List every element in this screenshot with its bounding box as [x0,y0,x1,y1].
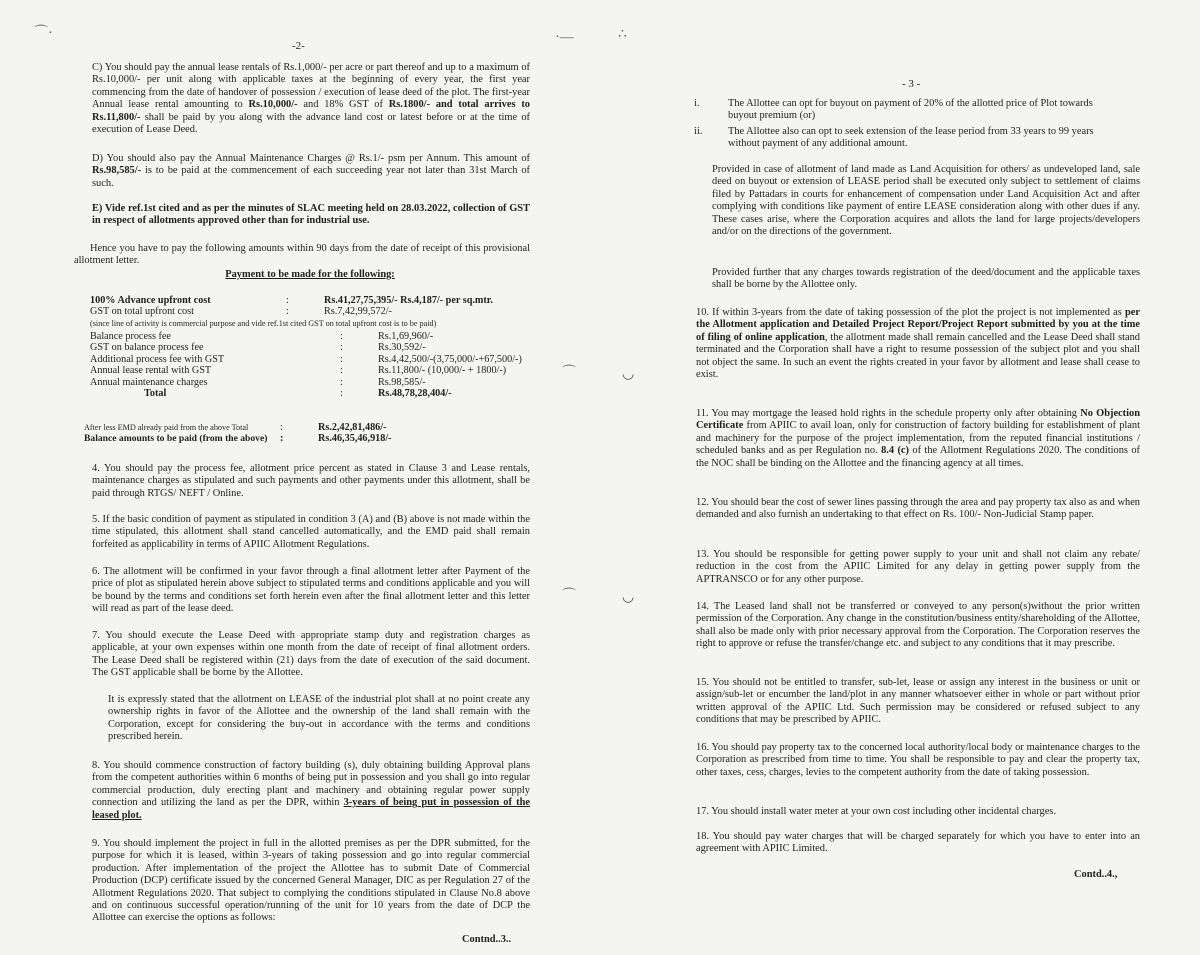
payment-row [90,388,530,399]
clause-14: 14. The Leased land shall not be transferred or conveyed to any person(s)without the prior written permission of the Corporation. Any change in the constitution/business entity/shareholding of the Allottee, shall also be made only with prior necessary approval from the Corporation. The Corporation reserves the right to approve or refuse the transfer/change etc. and subject to any conditions that it may prescribe. [696,601,1140,650]
payment-note: (since line of activity is commercial purpose and vide ref.1st cited GST on total upfront cost is to be paid) [90,319,437,328]
scan-mark: ⌒· [34,26,53,41]
payment-sep: : [340,353,343,365]
payment-sep: : [340,388,343,400]
payment-sep: : [340,376,343,388]
clause-17: 17. You should install water meter at your own cost including other incidental charges. [696,806,1056,817]
payment-row [90,342,530,353]
payment-label: GST on total upfront cost [90,306,194,318]
payment-label: Additional process fee with GST [90,353,225,365]
payment-label: 100% Advance upfront cost [90,295,211,306]
clause-4: 4. You should pay the process fee, allotment price percent as stated in Clause 3 and Lease rentals, maintenance charges as stipulated and such payments and other payments under this allotment, shall be paid through RTGS/ NEFT / Online. [92,463,530,499]
clause-5: 5. If the basic condition of payment as stipulated in condition 3 (A) and (B) above is not made within the time stipulated, this allotment shall stand cancelled automatically, and the EMD paid shall remain forfeited as applicability in terms of APIIC Allotment Regulations. [92,514,530,550]
continued-marker: Contd..4., [1074,869,1118,880]
payment-value: Rs.4,42,500/-(3,75,000/-+67,500/-) [378,353,522,365]
payment-value: Rs.1,69,960/- [378,331,434,342]
page-number: - 3 - [902,78,921,90]
clause-11: 11. You may mortgage the leased hold rights in the schedule property only after obtaining No Objection Certificate from APIIC to avail loan, only for construction of factory building for establishment of plant and machinery for the purpose of the project implementation, from the reputed financial institutions / scheduled banks and as per Regulation no. 8.4 (c) of the Allotment Regulations 2020. The conditions of the NOC shall be binding on the Allottee and the financing agency at all times. [696,408,1140,469]
page-number: -2- [292,40,305,52]
page-3 [600,0,1200,955]
clause-7: 7. You should execute the Lease Deed with appropriate stamp duty and registration charges as applicable, at your own expenses within one month from the date of receipt of final allotment orders. The Lease Deed shall be registered within (21) days from the date of execution of the said document. The GST applicable shall be borne by the Allottee. [92,630,530,679]
payment-sep: : [286,306,289,318]
payment-label: Total [144,388,167,400]
punch-hole-mark: ⌒ [562,589,576,604]
payment-table-continued [90,331,530,399]
payment-row [90,365,530,376]
balance-row: Balance amounts to be paid (from the above) : Rs.46,35,46,918/- [84,433,392,445]
continued-marker: Contnd..3.. [462,934,512,945]
clause-15: 15. You should not be entitled to transfer, sub-let, lease or assign any interest in the business or unit or assign/sub-let or encumber the land/plot in any manner whatsoever either in whole or part without prior written approval of the APIIC Ltd. Such permission may be considered or refused subject to any conditions that may be prescribed by APIIC. [696,677,1140,726]
payment-value: Rs.98,585/- [378,376,426,388]
clause-e: E) Vide ref.1st cited and as per the minutes of SLAC meeting held on 28.03.2022, collection of GST in respect of allotments approved other than for industrial use. [92,203,530,227]
payment-row [90,306,530,317]
option-ii-number: ii. [694,126,703,137]
clause-7-note: It is expressly stated that the allotment on LEASE of the industrial plot shall at no point create any ownership rights in favor of the Allottee and the ownership of the land shall remain with the Corporation, except for considering the buy-out in accordance with the terms and conditions prescribed herein. [108,694,530,743]
payment-value: Rs.30,592/- [378,342,426,354]
payment-row [90,331,530,342]
hence-paragraph: Hence you have to pay the following amounts within 90 days from the date of receipt of this provisional allotment letter. [74,243,530,267]
payment-label: Balance process fee [90,331,171,342]
payment-value: Rs.41,27,75,395/- Rs.4,187/- per sq.mtr. [324,295,493,306]
clause-10: 10. If within 3-years from the date of taking possession of the plot the project is not implemented as per the Allotment application and Detailed Project Report/Project Report submitted by you at the time of filing of online application, the allotment made shall remain cancelled and the Lease Deed shall stand terminated and the Corporation shall have a right to resume possession of the subject plot and you shall not object the same. In such an event the rights created in your favor by allotment and lease shall cease to exist. [696,307,1141,381]
payment-sep: : [340,331,343,342]
scan-mark: ·— [555,30,574,45]
payment-value: Rs.11,800/- (10,000/- + 1800/-) [378,365,507,377]
punch-hole-mark: ◡ [622,367,635,382]
payment-label: Annual lease rental with GST [90,365,212,377]
payment-sep: : [340,342,343,354]
emd-balance-table [84,422,530,445]
payment-row [90,295,530,306]
clause-d: D) You should also pay the Annual Maintenance Charges @ Rs.1/- psm per Annum. This amount of Rs.98,585/- is to be paid at the commencement of each succeeding year not later than 31st March of such. [92,153,530,189]
payment-table [90,295,530,318]
payment-value: Rs.48,78,28,404/- [378,388,452,400]
punch-hole-mark: ⌒ [562,366,576,381]
option-i-number: i. [694,98,700,109]
clause-13: 13. You should be responsible for getting power supply to your unit and shall not claim any rebate/ reduction in the cost from the APIIC Limited for any delay in getting power supply from the APTRANSCO or for any other purpose. [696,549,1140,585]
payment-row [90,354,530,365]
option-i: The Allottee can opt for buyout on payment of 20% of the allotted price of Plot towards buyout premium (or) [728,98,1093,122]
proviso-2: Provided further that any charges towards registration of the deed/document and the applicable taxes shall be borne by the Allottee only. [712,267,1140,291]
payment-label: Annual maintenance charges [90,376,208,388]
payment-value: Rs.7,42,99,572/- [324,306,392,318]
punch-hole-mark: ◡ [622,590,635,605]
payment-heading: Payment to be made for the following: [225,269,395,280]
emd-row: After less EMD already paid from the above Total : Rs.2,42,81,486/- [84,422,387,433]
clause-12: 12. You should bear the cost of sewer lines passing through the area and pay property tax also as and when demanded and also furnish an undertaking to that effect on Rs. 100/- Non-Judicial Stamp paper. [696,497,1140,521]
clause-c: C) You should pay the annual lease rentals of Rs.1,000/- per acre or part thereof and up to a maximum of Rs.10,000/- per unit along with applicable taxes at the beginning of every year, the first year commencing from the date of handover of possession / execution of lease deed of the plot. The first-year Annual lease rental amounting to Rs.10,000/- and 18% GST of Rs.1800/- and total arrives to Rs.11,800/- shall be paid by you along with the advance land cost or latest before or at the time of execution of Lease Deed. [92,62,530,136]
payment-row [90,377,530,388]
clause-9: 9. You should implement the project in full in the allotted premises as per the DPR submitted, for the purpose for which it is leased, within 3-years of taking possession and go into regular commercial production. After implementation of the project the Allottee has to submit Date of Commercial Production (DCP) certificate issued by the concerned General Manager, DIC as per Regulation 27 of the Allotment Regulations 2020. That subject to complying the conditions stipulated in Clause No.8 above and on continuous successful operation/running of the unit for 10 years from the date of DCP the Allottee can exercise the options as follows: [92,838,530,924]
payment-sep: : [286,295,289,306]
scan-mark: ∴ [618,27,627,42]
clause-8: 8. You should commence construction of factory building (s), duly obtaining building Approval plans from the competent authorities within 6 months of being put in possession and you shall go into regular commercial production, duly erecting plant and machinery and obtaining regular power supply connection and utilizing the land as per the DPR, within 3-years of being put in possession of the leased plot. [92,760,530,821]
payment-label: GST on balance process fee [90,342,204,354]
clause-6: 6. The allotment will be confirmed in your favor through a final allotment letter after Payment of the price of plot as stipulated herein above subject to stipulated terms and conditions applicable and you will be bound by the terms and conditions set forth herein even after the final allotment letter and this letter will read as part of the lease deed. [92,566,530,615]
option-ii: The Allottee also can opt to seek extension of the lease period from 33 years to 99 years without payment of any additional amount. [728,126,1094,150]
clause-16: 16. You should pay property tax to the concerned local authority/local body or maintenance charges to the Corporation as prescribed from time to time. You shall be responsible to pay and clear the property tax, other taxes, cess, charges, levies to the competent authority from the date of taking possession. [696,742,1140,778]
payment-sep: : [340,365,343,377]
proviso-1: Provided in case of allotment of land made as Land Acquisition for others/ as undeveloped land, sale deed on buyout or extension of LEASE period shall be executed only subject to settlement of claims filed by Pattadars in courts for enhancement of compensation under Land Acquisition Act and after complying with conditions like payment of entire LEASE consideration along with other dues if any. These cases arise, where the Corporation acquires and allots the land for large projects/developers and/or on the directions of the government. [712,164,1140,238]
clause-18: 18. You should pay water charges that will be charged separately for which you have to enter into an agreement with APIIC Limited. [696,831,1140,855]
